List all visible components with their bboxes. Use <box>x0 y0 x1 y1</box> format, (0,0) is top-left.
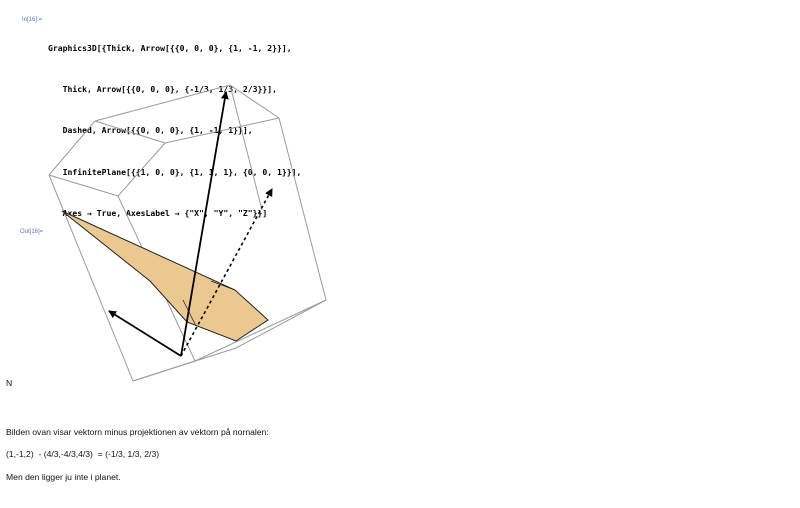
explanation-line-1: Bilden ovan visar vektorn minus projektionen av vektorn på nornalen: <box>6 427 269 437</box>
code-line: Thick, Arrow[{{0, 0, 0}, {-1/3, 1/3, 2/3}}], <box>48 83 278 94</box>
input-label: In[16]:= <box>22 17 43 23</box>
code-line: InfinitePlane[{{1, 0, 0}, {1, 1, 1}, {0, 0, 1}}], <box>48 166 302 177</box>
letter-n: N <box>6 378 13 388</box>
code-line: Graphics3D[{Thick, Arrow[{{0, 0, 0}, {1, -1, 2}}], <box>48 42 292 53</box>
explanation-line-3: Men den ligger ju inte i planet. <box>6 472 121 482</box>
output-label: Out[16]= <box>20 229 44 235</box>
explanation-line-2: (1,-1,2) - (4/3,-4/3,4/3) = (-1/3, 1/3, 2/3) <box>6 449 160 459</box>
code-line: Dashed, Arrow[{{0, 0, 0}, {1, -1, 1}}], <box>48 125 253 136</box>
infinite-plane <box>62 211 268 341</box>
code-line: Axes → True, AxesLabel → {"X", "Y", "Z"}}] <box>48 208 268 219</box>
